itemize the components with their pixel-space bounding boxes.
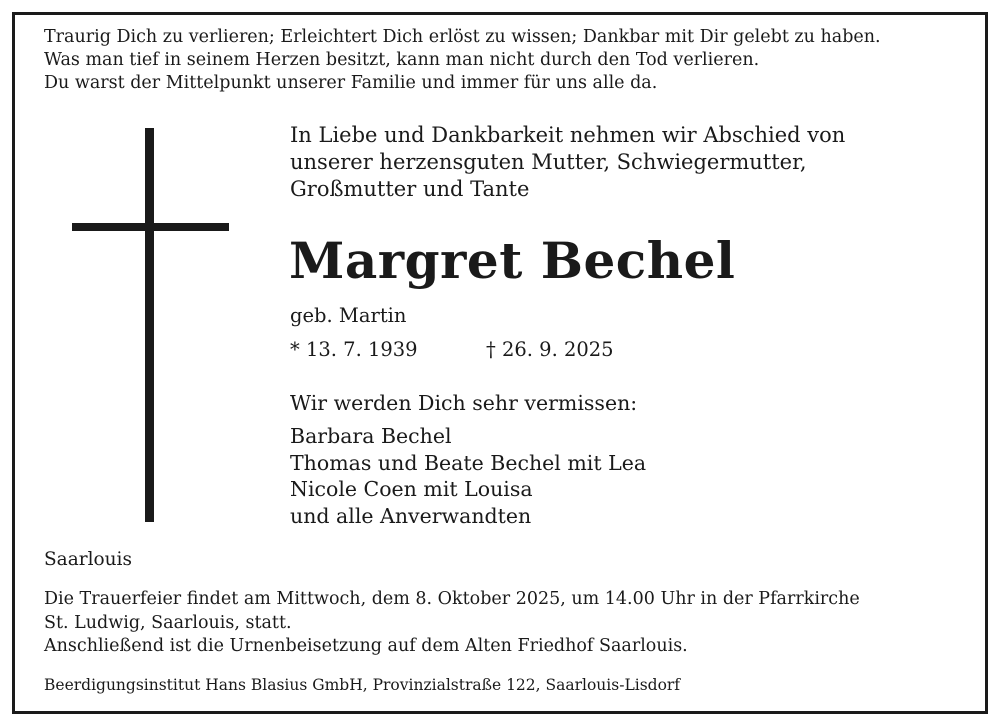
mourner-name: Barbara Bechel [290, 424, 452, 448]
place: Saarlouis [44, 549, 132, 570]
intro-line: Was man tief in seinem Herzen besitzt, kann man nicht durch den Tod verlieren. [44, 50, 760, 70]
service-info [44, 588, 860, 659]
farewell-line: In Liebe und Dankbarkeit nehmen wir Abschied von [290, 123, 846, 147]
intro-quote [44, 26, 964, 95]
farewell-line: Großmutter und Tante [290, 177, 530, 201]
farewell-text [290, 122, 845, 203]
farewell-line: unserer herzensguten Mutter, Schwiegermutter, [290, 150, 807, 174]
service-line: Anschließend ist die Urnenbeisetzung auf dem Alten Friedhof Saarlouis. [44, 636, 688, 656]
death-date: † 26. 9. 2025 [486, 338, 614, 361]
mourners-intro: Wir werden Dich sehr vermissen: [290, 391, 638, 415]
deceased-name: Margret Bechel [289, 231, 736, 290]
cross-horizontal-beam [72, 223, 229, 231]
mourner-name: und alle Anverwandten [290, 503, 532, 528]
funeral-home: Beerdigungsinstitut Hans Blasius GmbH, Provinzialstraße 122, Saarlouis-Lisdorf [44, 676, 681, 694]
cross-vertical-beam [145, 128, 154, 522]
birth-date: * 13. 7. 1939 [290, 338, 418, 361]
service-line: St. Ludwig, Saarlouis, statt. [44, 612, 292, 633]
mourner-name: Thomas und Beate Bechel mit Lea [290, 450, 647, 475]
intro-line: Traurig Dich zu verlieren; Erleichtert Dich erlöst zu wissen; Dankbar mit Dir gelebt zu haben. [44, 27, 881, 47]
born-name: geb. Martin [290, 304, 407, 327]
mourners-list [290, 423, 646, 529]
service-line: Die Trauerfeier findet am Mittwoch, dem 8. Oktober 2025, um 14.00 Uhr in der Pfarrkirche [44, 589, 860, 609]
mourner-name: Nicole Coen mit Louisa [290, 477, 533, 501]
intro-line: Du warst der Mittelpunkt unserer Familie und immer für uns alle da. [44, 73, 658, 93]
